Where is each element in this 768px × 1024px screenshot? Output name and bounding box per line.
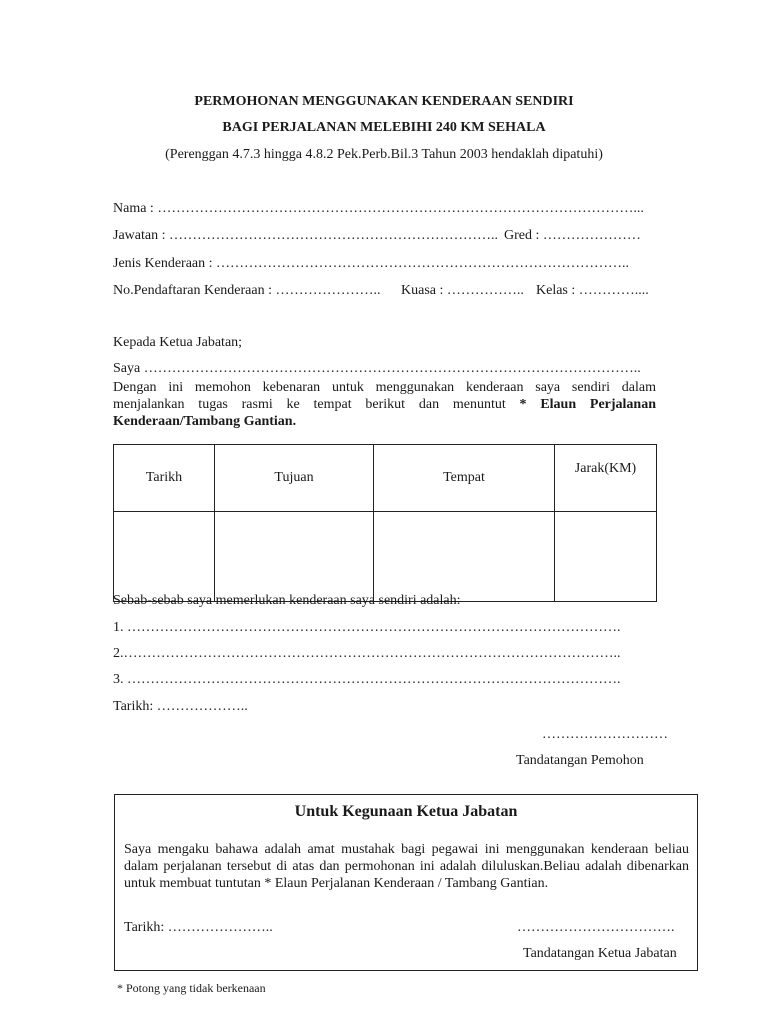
field-kelas[interactable]: Kelas : ………….... — [536, 283, 649, 298]
form-subtitle: (Perenggan 4.7.3 hingga 4.8.2 Pek.Perb.Bil.3 Tahun 2003 hendaklah dipatuhi) — [165, 147, 603, 162]
field-jawatan[interactable]: Jawatan : …………………………………………………………….. — [113, 228, 498, 243]
signature-label-ketua: Tandatangan Ketua Jabatan — [523, 946, 677, 961]
letter-salutation: Kepada Ketua Jabatan; — [113, 335, 243, 350]
field-jenis-kenderaan[interactable]: Jenis Kenderaan : …………………………………………………………………………….. — [113, 256, 630, 271]
field-nama[interactable]: Nama : …………………………………………………………………………………………... — [113, 201, 644, 216]
signature-label-pemohon: Tandatangan Pemohon — [516, 753, 644, 768]
field-no-pendaftaran[interactable]: No.Pendaftaran Kenderaan : ………………….. — [113, 283, 381, 298]
field-tarikh-ketua[interactable]: Tarikh: ………………….. — [124, 920, 273, 935]
cell-tempat[interactable] — [374, 512, 555, 602]
cell-tujuan[interactable] — [215, 512, 374, 602]
field-kuasa[interactable]: Kuasa : …………….. — [401, 283, 524, 298]
trip-table — [113, 444, 657, 602]
field-gred[interactable]: Gred : ………………… — [504, 228, 641, 243]
cell-jarak[interactable] — [555, 512, 657, 602]
table-row — [114, 512, 657, 602]
reason-item-1[interactable]: 1. ……………………………………………………………………………………………. — [113, 620, 621, 635]
form-title-line2: BAGI PERJALANAN MELEBIHI 240 KM SEHALA — [222, 120, 546, 135]
office-box-title: Untuk Kegunaan Ketua Jabatan — [294, 803, 518, 820]
col-header-tarikh: Tarikh — [114, 445, 215, 512]
field-saya[interactable]: Saya …………………………………………………………………………………………….. — [113, 361, 641, 376]
letter-paragraph-bold: * Elaun Perjalanan Kenderaan/Tambang Gantian. — [113, 397, 657, 429]
letter-paragraph-text: Dengan ini memohon kebenaran untuk menggunakan kenderaan saya sendiri dalam menjalankan tugas rasmi ke tempat berikut dan menuntut — [113, 380, 656, 412]
col-header-tujuan: Tujuan — [215, 445, 374, 512]
reason-item-2[interactable]: 2.…………………………………………………………………………………………….. — [113, 646, 621, 661]
signature-line-ketua[interactable]: ……………………………. — [517, 920, 675, 935]
letter-paragraph — [113, 379, 656, 430]
col-header-jarak: Jarak(KM) — [555, 445, 657, 512]
office-use-box — [114, 794, 698, 971]
field-tarikh-pemohon[interactable]: Tarikh: ……………….. — [113, 699, 248, 714]
trip-table-header-row — [114, 445, 657, 512]
cell-tarikh[interactable] — [114, 512, 215, 602]
reason-item-3[interactable]: 3. ……………………………………………………………………………………………. — [113, 672, 621, 687]
signature-line-pemohon[interactable]: ……………………… — [542, 727, 668, 742]
footnote: * Potong yang tidak berkenaan — [117, 981, 266, 995]
col-header-tempat: Tempat — [374, 445, 555, 512]
form-title-line1: PERMOHONAN MENGGUNAKAN KENDERAAN SENDIRI — [194, 94, 574, 109]
reasons-intro: Sebab-sebab saya memerlukan kenderaan saya sendiri adalah: — [113, 593, 461, 608]
office-box-paragraph: Saya mengaku bahawa adalah amat mustahak bagi pegawai ini menggunakan kenderaan beliau dalam perjalanan tersebut di atas dan permohonan ini adalah diluluskan.Beliau adalah dibenarkan untuk membuat tuntutan * Elaun Perjalanan Kenderaan / Tambang Gantian. — [124, 842, 689, 891]
